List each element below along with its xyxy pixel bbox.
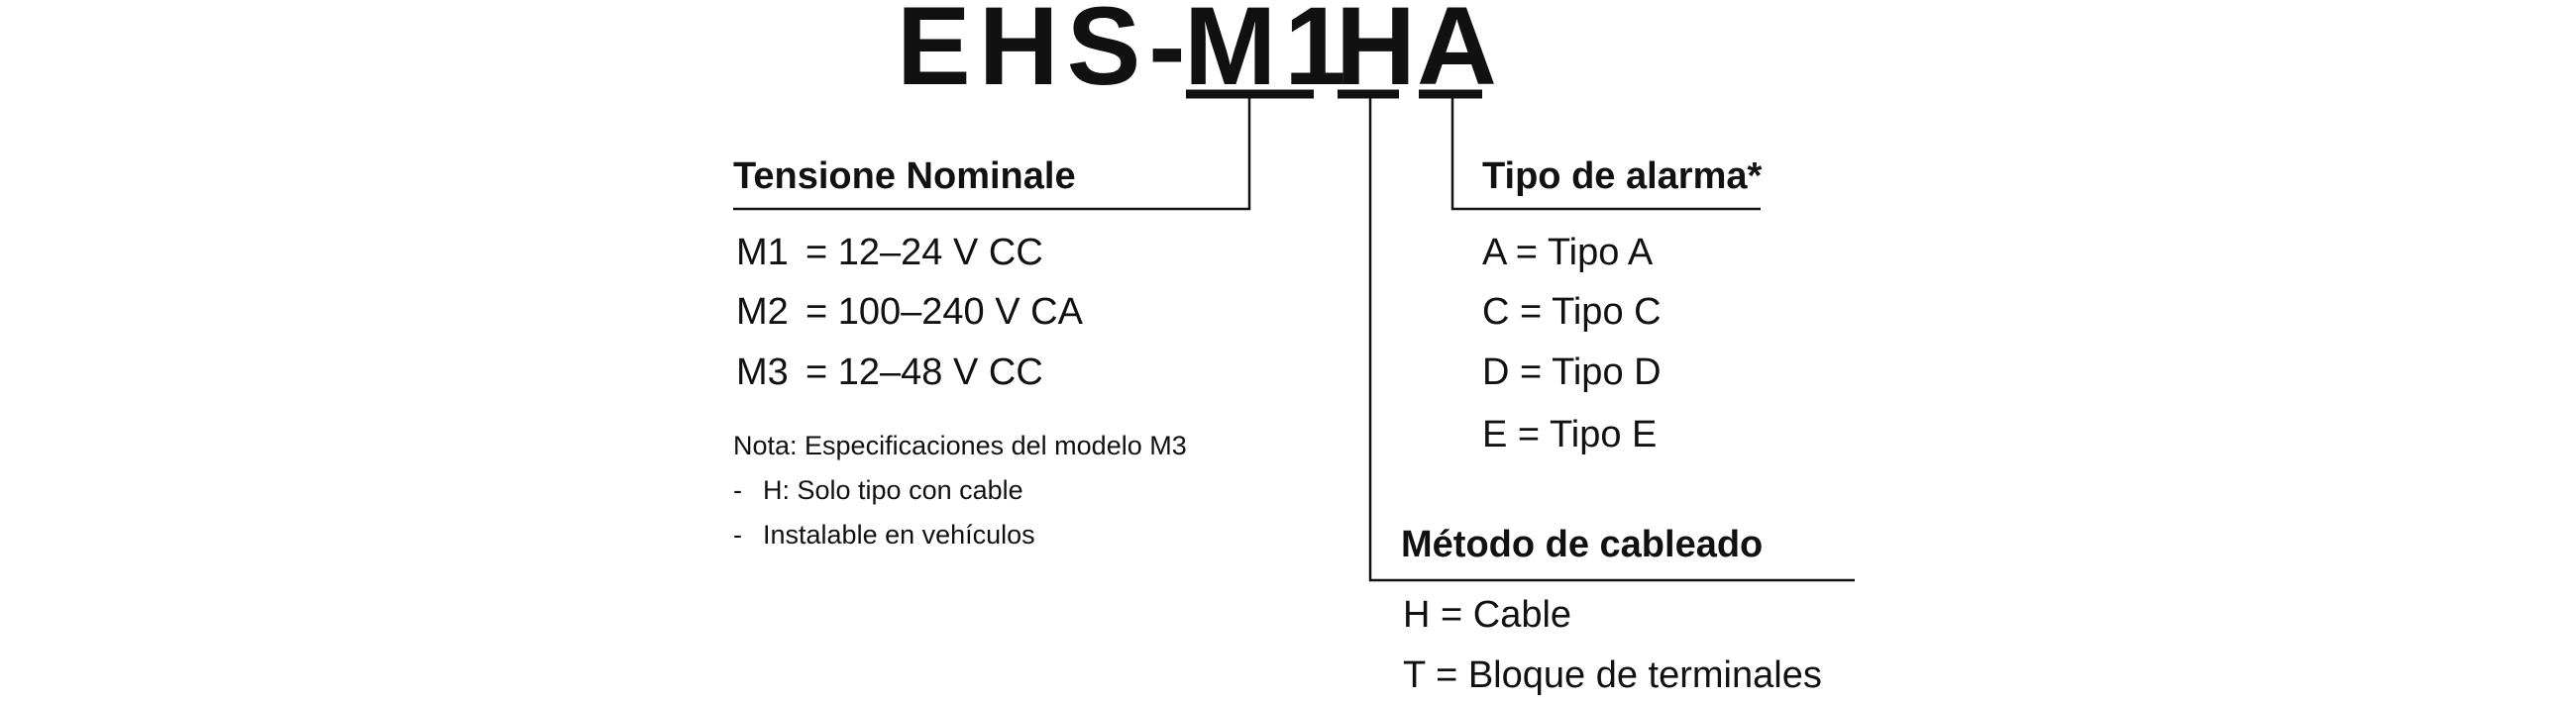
wiring-heading: Método de cableado [1401,524,1764,565]
voltage-item-code: M3 [736,352,789,393]
voltage-heading: Tensione Nominale [733,155,1076,197]
voltage-item-code: M1 [736,232,789,273]
bullet-marker: - [733,475,742,505]
model-alarm-code: A [1417,0,1505,108]
bullet-text: Instalable en vehículos [763,520,1035,550]
voltage-item [736,231,1043,274]
alarm-item: A = Tipo A [1482,232,1654,273]
model-wiring-code: H [1336,0,1424,108]
voltage-item-code: M2 [736,291,789,333]
alarm-heading: Tipo de alarma* [1482,155,1763,197]
m3-note-title: Nota: Especificaciones del modelo M3 [733,431,1187,460]
voltage-item [736,351,1043,394]
m3-note-bullet [733,472,1023,508]
model-voltage-code: M1 [1184,0,1354,108]
voltage-item-desc: = 100–240 V CA [805,291,1083,333]
m3-note-bullet [733,517,1035,552]
voltage-item [736,290,1083,334]
voltage-item-desc: = 12–24 V CC [805,232,1043,273]
wiring-item: H = Cable [1403,594,1572,636]
alarm-item: E = Tipo E [1482,414,1658,455]
voltage-item-desc: = 12–48 V CC [805,352,1043,393]
wiring-item: T = Bloque de terminales [1403,654,1822,696]
alarm-item: C = Tipo C [1482,291,1662,333]
bullet-marker: - [733,520,742,550]
alarm-item: D = Tipo D [1482,352,1662,393]
model-prefix: EHS- [897,0,1194,108]
bullet-text: H: Solo tipo con cable [763,475,1023,505]
